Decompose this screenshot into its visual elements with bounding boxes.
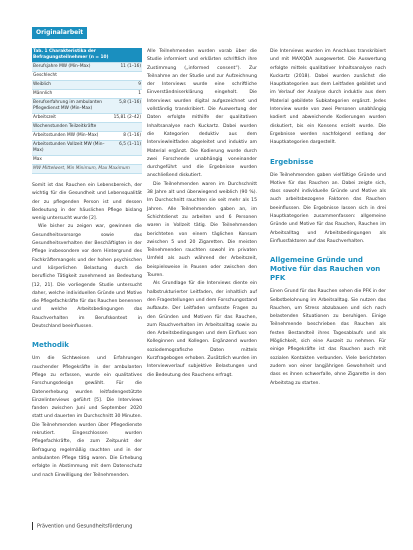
table-row [32, 90, 142, 99]
table-cell-label: Geschlecht [32, 72, 113, 81]
paragraph: Einen Grund für das Rauchen sehen die PFK in der Selbstbelohnung im Arbeitsalltag. Sie nutzen das Rauchen, um Stress abzubauen und sich nach belastenden Situationen zu beruhigen. Einige Teilnehmende beschrieben das Rauchen als festen Bestandteil ihres Tagesablaufs und als Möglichkeit, sich eine Auszeit zu nehmen. Für einige Pflegekräfte ist das Rauchen auch mit sozialen Kontakten verbunden. Viele berichteten zudem von einer langjährigen Gewohnheit und dass es ihnen schwerfalle, ohne Zigarette in den Arbeitstag zu starten. [270, 289, 386, 386]
table-cell-label: Berufsjahre MW (Min–Max) [32, 63, 113, 72]
paragraph: Wie bisher zu zeigen war, gewinnen die Gesundheitsvorsorge sowie das Gesundheitsverhalten der Beschäftigten in der Pflege insbesondere vor dem Hintergrund des Fachkräftemangels und der hohen psychischen und körperlichen Belastung durch die berufliche Tätigkeit zunehmend an Bedeutung [12, 21]. Die vorliegende Studie untersucht daher, welche individuellen Gründe und Motive die Pflegefachkräfte für das Rauchen benennen und welche Arbeitsbedingungen das Rauchverhalten im Berufskontext in Deutschland beeinflussen. [32, 224, 142, 330]
heading-methodik: Methodik [32, 341, 69, 350]
heading-ergebnisse: Ergebnisse [270, 157, 314, 166]
section-badge: Originalarbeit [32, 27, 87, 39]
column-right [270, 48, 386, 388]
paragraph: Die Interviews wurden im Anschluss transkribiert und mit MAXQDA ausgewertet. Die Auswertung erfolgte mittels qualitativer Inhaltsanalyse nach Kuckartz (2018). Dabei wurden zunächst die Hauptkategorien aus dem Leitfaden gebildet und im Verlauf der Analyse durch induktiv aus dem Material gebildete Subkategorien ergänzt. Jedes Interview wurde von zwei Personen unabhängig kodiert und abweichende Kodierungen wurden diskutiert, bis ein Konsens erzielt wurde. Die Ergebnisse werden nachfolgend entlang der Hauptkategorien dargestellt. [270, 49, 386, 146]
table-cell-value: 8 (1–16) [113, 132, 142, 141]
paragraph: Als Grundlage für die Interviews diente ein halbstrukturierter Leitfaden, der inhaltlich auf den Fragestellungen und dem Forschungsstand aufbaute. Der Leitfaden umfasste Fragen zu den Gründen und Motiven für das Rauchen, zum Rauchverhalten im Arbeitsalltag sowie zu den Arbeitsbedingungen und dem Einfluss von Kolleginnen und Kollegen. Ergänzend wurden soziodemografische Daten mittels Kurzfragebogen erhoben. Zusätzlich wurden im Interviewverlauf subjektive Belastungen und die Bedeutung des Rauchens erfragt. [147, 281, 257, 378]
table-cell-value [113, 123, 142, 132]
table-cell-label: Männlich [32, 90, 113, 99]
heading-gruende-motive: Allgemeine Gründe und Motive für das Rauchen von PFK [270, 256, 381, 283]
table-row [32, 141, 142, 156]
paragraph: Die Teilnehmenden gaben vielfältige Gründe und Motive für das Rauchen an. Dabei zeigte sich, dass sowohl individuelle Gründe und Motive als auch arbeitsbezogene Faktoren das Rauchen beeinflussen. Die Ergebnisse lassen sich in drei Hauptkategorien zusammenfassen: allgemeine Gründe und Motive für das Rauchen, Rauchen im Arbeitsalltag und Arbeitsbedingungen als Einflussfaktoren auf das Rauchverhalten. [270, 172, 386, 244]
table-cell-label: Arbeitszeit [32, 114, 113, 123]
paragraph: Somit ist das Rauchen ein Lebensbereich, der wichtig für die Gesundheit und Lebensqualität der zu pflegenden Person ist und dessen Bedeutung in der häuslichen Pflege bislang wenig untersucht wurde [2]. [32, 183, 142, 222]
table-row [32, 114, 142, 123]
table-cell-value: 1 [113, 90, 142, 99]
table-cell-label: Weiblich [32, 81, 113, 90]
table-cell-label: Arbeitsstunden MW (Min–Max) [32, 132, 113, 141]
table-cell-value: 15,81 (2–42) [113, 114, 142, 123]
footer-divider [32, 522, 33, 530]
column-middle [147, 48, 257, 380]
paragraph: Um die Sichtweisen und Erfahrungen rauchender Pflegekräfte in der ambulanten Pflege zu erfassen, wurde ein qualitatives Forschungsdesign gewählt. Für die Datenerhebung wurden leitfadengestützte Einzelinterviews geführt [5]. Die Interviews fanden zwischen Juni und September 2020 statt und dauerten im Durchschnitt 30 Minuten. Die Teilnehmenden wurden über Pflegedienste rekrutiert. Eingeschlossen wurden Pflegefachkräfte, die zum Zeitpunkt der Befragung regelmäßig rauchten und in der ambulanten Pflege tätig waren. Die Erhebung erfolgte in Abstimmung mit dem Datenschutz und nach Einwilligung der Teilnehmenden. [32, 356, 142, 478]
table-footnote-row [32, 165, 142, 174]
page-footer [32, 522, 132, 530]
table-footnote: MW Mittelwert, Min Minimum, Max Maximum [32, 165, 142, 174]
table-cell-value: 5,8 (1–16) [113, 99, 142, 114]
journal-name: Prävention und Gesundheitsförderung [37, 523, 133, 530]
table-cell-label: Wochenstunden Teilzeitkräfte [32, 123, 113, 132]
table-row [32, 81, 142, 90]
table-cell-label: Max [32, 156, 113, 165]
paragraph: Alle Teilnehmenden wurden vorab über die Studie informiert und erklärten schriftlich ihre Zustimmung („informed consent“). Zur Teilnahme an der Studie und zur Aufzeichnung der Interviews wurde eine schriftliche Einverständniserklärung eingeholt. Die Interviews wurden digital aufgezeichnet und vollständig transkribiert. Die Auswertung der Daten erfolgte mithilfe der qualitativen Inhaltsanalyse nach Kuckartz. Dabei wurden die Kategorien deduktiv aus dem Interviewleitfaden abgeleitet und induktiv am Material ergänzt. Die Kodierung wurde durch zwei Forschende unabhängig voneinander durchgeführt und die Ergebnisse wurden anschließend diskutiert. [147, 49, 257, 179]
table-row [32, 156, 142, 165]
table-cell-value [113, 72, 142, 81]
table-cell-value [113, 156, 142, 165]
table-cell-label: Berufserfahrung im ambulanten Pflegedienst MW (Min–Max) [32, 99, 113, 114]
characteristics-table [32, 48, 142, 174]
table-caption: Tab. 1 Charakteristika der Befragungsteilnehmer (n = 10) [32, 48, 142, 63]
table-cell-label: Arbeitsstunden Vollzeit MW (Min–Max) [32, 141, 113, 156]
table-row [32, 123, 142, 132]
table-row [32, 72, 142, 81]
column-left [32, 48, 142, 480]
table-cell-value: 6,5 (1–11) [113, 141, 142, 156]
table-cell-value: 11 (1–16) [113, 63, 142, 72]
table-row [32, 132, 142, 141]
paragraph: Die Teilnehmenden waren im Durchschnitt 38 Jahre alt und überwiegend weiblich (90 %). Im Durchschnitt rauchten sie seit mehr als 15 Jahren. Alle Teilnehmenden gaben an, im Schichtdienst zu arbeiten und 6 Personen waren in Vollzeit tätig. Die Teilnehmenden berichteten von einem täglichen Konsum zwischen 5 und 20 Zigaretten. Die meisten Teilnehmenden rauchten sowohl im privaten Umfeld als auch während der Arbeitszeit, beispielsweise in Pausen oder zwischen den Touren. [147, 181, 257, 279]
table-cell-value: 9 [113, 81, 142, 90]
table-caption-row [32, 48, 142, 63]
table-row [32, 63, 142, 72]
table-row [32, 99, 142, 114]
